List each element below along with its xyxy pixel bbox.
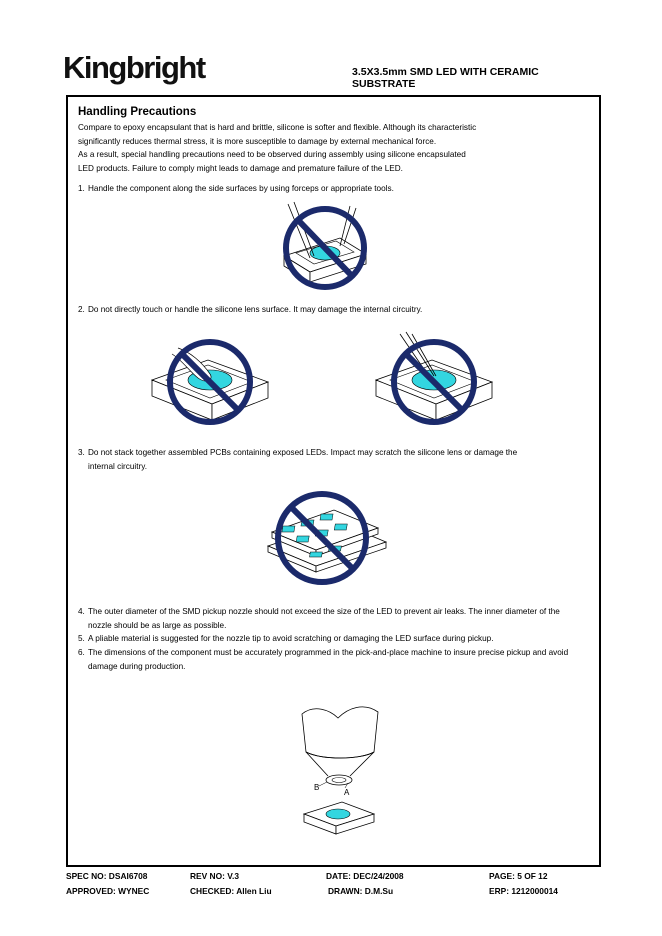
precaution-item-2 (78, 303, 583, 317)
precaution-item-4 (78, 605, 583, 632)
item-text: The dimensions of the component must be accurately programmed in the pick-and-place machine to insure precise pickup and avoid damage during production. (88, 648, 569, 671)
item-number: 3. (78, 448, 85, 457)
intro-line: significantly reduces thermal stress, it is more susceptible to damage by external mechanical force. (78, 136, 437, 146)
nozzle-label-a: A (344, 788, 350, 797)
document-title-line-2: SUBSTRATE (352, 78, 416, 90)
nozzle-label-b: B (314, 783, 320, 792)
precaution-item-6 (78, 646, 583, 673)
intro-line: As a result, special handling precautions need to be observed during assembly using silicone encapsulated (78, 150, 466, 159)
precaution-item-1 (78, 182, 583, 196)
item-number: 4. (78, 607, 85, 616)
item-number: 1. (78, 184, 85, 193)
forceps-side-illustration (270, 198, 380, 294)
item-text: Do not directly touch or handle the silicone lens surface. It may damage the internal circuitry. (88, 305, 423, 314)
item-number: 2. (78, 305, 85, 314)
tweezers-lens-illustration (372, 330, 502, 430)
company-logo: Kingbright (63, 50, 205, 85)
footer-erp: ERP: 1212000014 (489, 886, 558, 896)
precaution-item-3 (78, 446, 583, 473)
intro-paragraph (78, 121, 588, 175)
footer-checked: CHECKED: Allen Liu (190, 886, 272, 896)
intro-line: LED products. Failure to comply might leads to damage and premature failure of the LED. (78, 163, 403, 173)
section-title: Handling Precautions (78, 106, 197, 118)
item-number: 6. (78, 648, 85, 657)
intro-line: Compare to epoxy encapsulant that is hard and brittle, silicone is softer and flexible. Although its characteristic (78, 123, 477, 132)
footer-page: PAGE: 5 OF 12 (489, 871, 548, 881)
item-number: 5. (78, 634, 85, 643)
precaution-item-5 (78, 632, 583, 646)
stacked-pcb-illustration (262, 486, 392, 596)
footer-date: DATE: DEC/24/2008 (326, 871, 404, 881)
footer-spec-no: SPEC NO: DSAI6708 (66, 871, 148, 881)
item-text: A pliable material is suggested for the nozzle tip to avoid scratching or damaging the LED surface during pickup. (88, 634, 494, 643)
item-text: Do not stack together assembled PCBs containing exposed LEDs. Impact may scratch the silicone lens or damage the internal circuitry. (88, 448, 518, 471)
finger-touch-illustration (148, 330, 278, 430)
document-title (352, 66, 602, 90)
item-text: Handle the component along the side surfaces by using forceps or appropriate tools. (88, 184, 394, 193)
footer-approved: APPROVED: WYNEC (66, 886, 150, 896)
footer-drawn: DRAWN: D.M.Su (328, 886, 394, 896)
document-title-line-1: 3.5X3.5mm SMD LED WITH CERAMIC (352, 66, 539, 78)
item-text: The outer diameter of the SMD pickup nozzle should not exceed the size of the LED to prevent air leaks. The inner diameter of the nozzle should be as large as possible. (88, 607, 560, 630)
footer-rev-no: REV NO: V.3 (190, 871, 240, 881)
pickup-nozzle-illustration (290, 700, 390, 845)
